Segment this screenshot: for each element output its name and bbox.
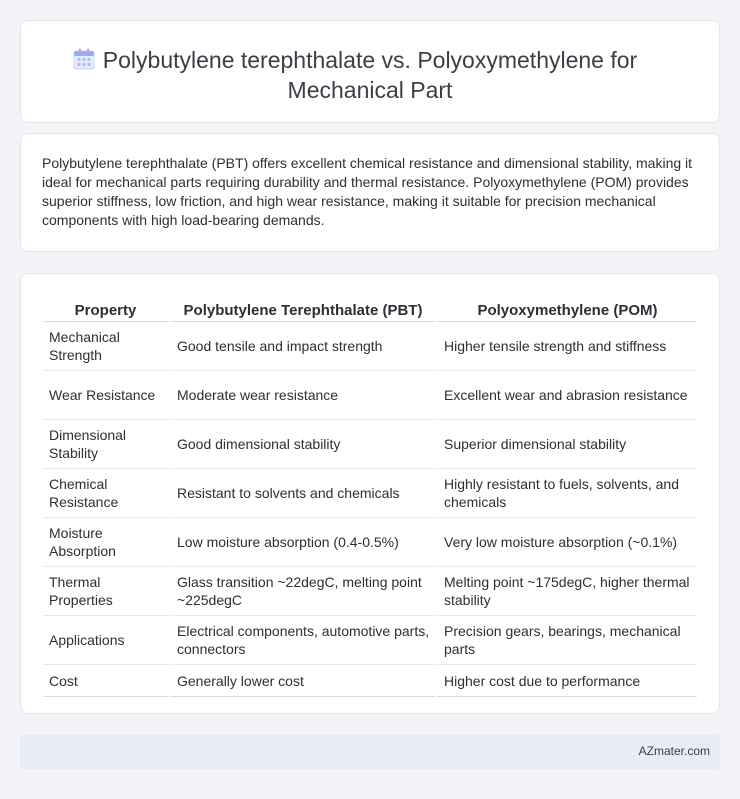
cell-pbt: Moderate wear resistance — [168, 371, 435, 420]
header-property: Property — [43, 294, 168, 322]
cell-pbt: Low moisture absorption (0.4-0.5%) — [168, 518, 435, 567]
cell-pbt: Good dimensional stability — [168, 420, 435, 469]
cell-property: Chemical Resistance — [43, 469, 168, 518]
cell-pbt: Electrical components, automotive parts, connectors — [168, 616, 435, 665]
cell-pom: Highly resistant to fuels, solvents, and chemicals — [435, 469, 697, 518]
cell-pom: Higher cost due to performance — [435, 665, 697, 697]
cell-pom: Superior dimensional stability — [435, 420, 697, 469]
cell-pbt: Generally lower cost — [168, 665, 435, 697]
table-row — [43, 665, 697, 697]
cell-pom: Precision gears, bearings, mechanical parts — [435, 616, 697, 665]
table-row — [43, 322, 697, 371]
table-row — [43, 371, 697, 420]
cell-property: Thermal Properties — [43, 567, 168, 616]
cell-pom: Melting point ~175degC, higher thermal stability — [435, 567, 697, 616]
table-row — [43, 616, 697, 665]
header-pbt: Polybutylene Terephthalate (PBT) — [168, 294, 435, 322]
cell-property: Applications — [43, 616, 168, 665]
cell-pbt: Glass transition ~22degC, melting point ~225degC — [168, 567, 435, 616]
table-header-row — [43, 294, 697, 322]
page-title-line-1: Polybutylene terephthalate vs. Polyoxymethylene for — [102, 47, 638, 73]
cell-property: Mechanical Strength — [43, 322, 168, 371]
cell-property: Wear Resistance — [43, 371, 168, 420]
page-title — [21, 45, 719, 105]
intro-paragraph: Polybutylene terephthalate (PBT) offers excellent chemical resistance and dimensional stability, making it ideal for mechanical parts requiring durability and thermal resistance. Polyoxymethylene (POM) provides superior stiffness, low friction, and high wear resistance, making it suitable for precision mechanical components with high load-bearing demands. — [42, 155, 693, 228]
intro-card — [20, 133, 720, 252]
footer-bar — [20, 735, 720, 769]
title-card — [20, 20, 720, 123]
cell-pbt: Resistant to solvents and chemicals — [168, 469, 435, 518]
cell-property: Dimensional Stability — [43, 420, 168, 469]
cell-pom: Excellent wear and abrasion resistance — [435, 371, 697, 420]
table-row — [43, 469, 697, 518]
cell-property: Moisture Absorption — [43, 518, 168, 567]
table-row — [43, 567, 697, 616]
cell-pom: Very low moisture absorption (~0.1%) — [435, 518, 697, 567]
footer-brand: AZmater.com — [638, 744, 710, 758]
table-row — [43, 518, 697, 567]
cell-pbt: Good tensile and impact strength — [168, 322, 435, 371]
cell-property: Cost — [43, 665, 168, 697]
comparison-card — [20, 273, 720, 714]
table-row — [43, 420, 697, 469]
comparison-table — [43, 294, 697, 697]
page-title-line-2: Mechanical Part — [287, 77, 453, 103]
header-pom: Polyoxymethylene (POM) — [435, 294, 697, 322]
cell-pom: Higher tensile strength and stiffness — [435, 322, 697, 371]
